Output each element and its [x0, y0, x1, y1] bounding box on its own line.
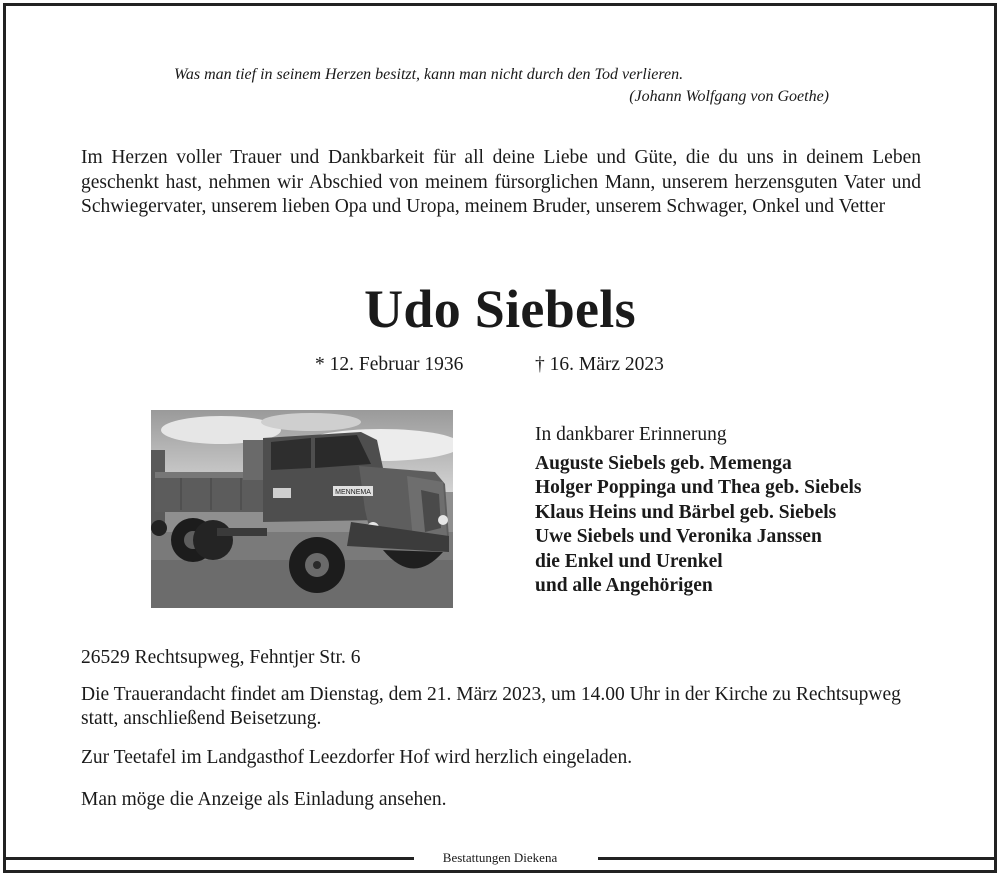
quote-text: Was man tief in seinem Herzen besitzt, kann man nicht durch den Tod verlieren.	[174, 66, 684, 83]
intro-paragraph: Im Herzen voller Trauer und Dankbarkeit für all deine Liebe und Güte, die du uns in deinem Leben geschenkt hast, nehmen wir Abschied von meinem fürsorglichen Mann, unserem herzensguten Vater und Schwiegervater, unserem lieben Opa und Uropa, meinem Bruder, unserem Schwager, Onkel und Vetter	[81, 147, 921, 217]
deceased-name: Udo Siebels	[364, 279, 636, 339]
family-address: 26529 Rechtsupweg, Fehntjer Str. 6	[81, 647, 361, 668]
footer	[0, 848, 1000, 868]
mourner-name: Holger Poppinga und Thea geb. Siebels	[535, 477, 862, 498]
company-plate-text: MENNEMA	[335, 489, 371, 496]
mourner-name: und alle Angehörigen	[535, 575, 713, 596]
service-details: Die Trauerandacht findet am Dienstag, dem 21. März 2023, um 14.00 Uhr in der Kirche zu Rechtsupweg statt, anschließend Beisetzung.	[81, 684, 901, 729]
invitation-note: Man möge die Anzeige als Einladung ansehen.	[81, 789, 447, 810]
mourner-name: Uwe Siebels und Veronika Janssen	[535, 526, 822, 547]
mourner-name: die Enkel und Urenkel	[535, 550, 723, 572]
mourner-name: Auguste Siebels geb. Memenga	[535, 452, 792, 474]
tea-invitation: Zur Teetafel im Landgasthof Leezdorfer Hof wird herzlich eingeladen.	[81, 747, 633, 768]
birth-date: * 12. Februar 1936	[315, 354, 464, 375]
death-date: † 16. März 2023	[535, 354, 664, 375]
mourners-block	[535, 423, 935, 599]
quote-author: (Johann Wolfgang von Goethe)	[629, 88, 829, 105]
mourner-name: Klaus Heins und Bärbel geb. Siebels	[535, 501, 837, 523]
mourners-lead: In dankbarer Erinnerung	[535, 424, 727, 445]
truck-photo	[151, 410, 453, 608]
funeral-home-name: Bestattungen Diekena	[442, 850, 558, 865]
